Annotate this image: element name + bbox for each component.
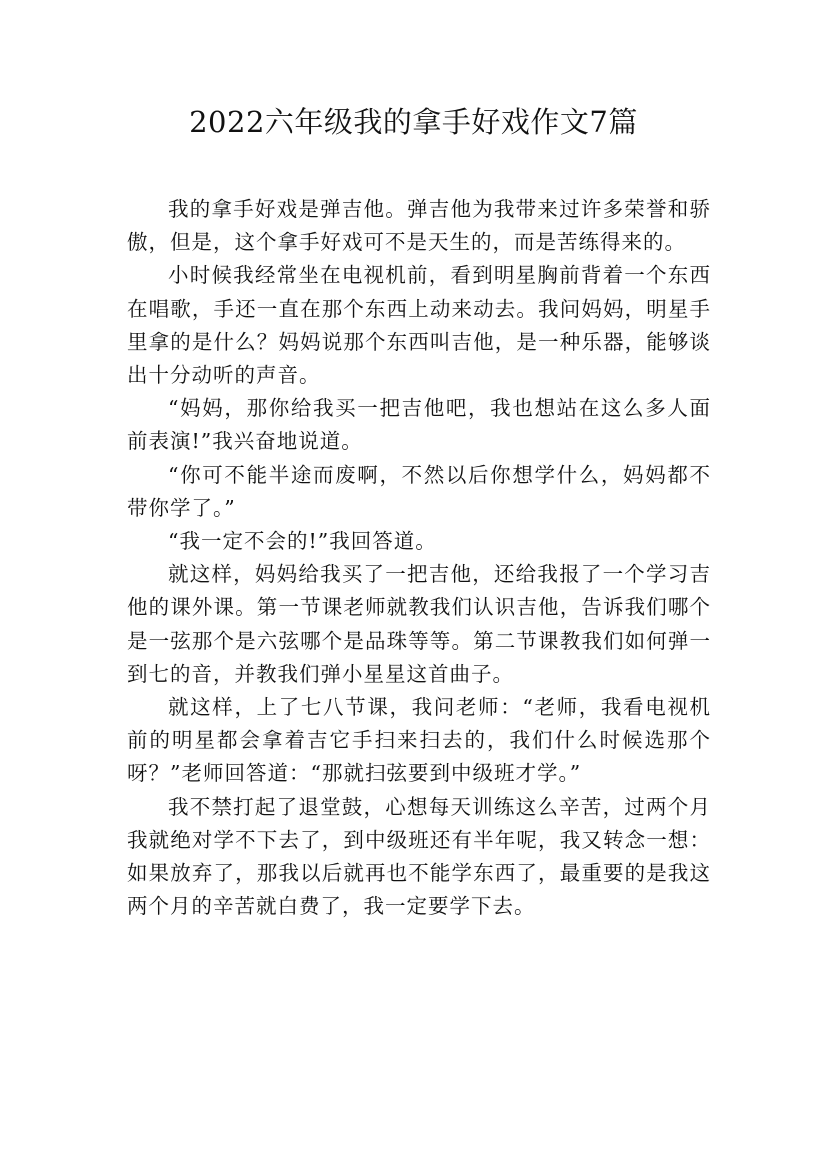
paragraph: 小时候我经常坐在电视机前，看到明星胸前背着一个东西在唱歌，手还一直在那个东西上动来动去。我问妈妈，明星手里拿的是什么？妈妈说那个东西叫吉他，是一种乐器，能够谈出十分动听的声音。 [127,263,711,388]
paragraph: “妈妈，那你给我买一把吉他吧，我也想站在这么多人面前表演!”我兴奋地说道。 [127,396,711,454]
document-title: 2022六年级我的拿手好戏作文7篇 [189,105,638,139]
paragraph: “你可不能半途而废啊，不然以后你想学什么，妈妈都不带你学了。” [127,462,711,520]
paragraph: 就这样，妈妈给我买了一把吉他，还给我报了一个学习吉他的课外课。第一节课老师就教我们认识吉他，告诉我们哪个是一弦那个是六弦哪个是品珠等等。第二节课教我们如何弹一到七的音，并教我们弹小星星这首曲子。 [127,562,711,686]
paragraph: “我一定不会的!”我回答道。 [168,529,437,554]
paragraph: 我不禁打起了退堂鼓，心想每天训练这么辛苦，过两个月我就绝对学不下去了，到中级班还有半年呢，我又转念一想：如果放弃了，那我以后就再也不能学东西了，最重要的是我这两个月的辛苦就白费了，我一定要学下去。 [127,794,711,919]
paragraph: 我的拿手好戏是弹吉他。弹吉他为我带来过许多荣誉和骄傲，但是，这个拿手好戏可不是天生的，而是苦练得来的。 [127,197,711,255]
paragraph: 就这样，上了七八节课，我问老师：“老师，我看电视机前的明星都会拿着吉它手扫来扫去的，我们什么时候选那个呀？”老师回答道：“那就扫弦要到中级班才学。” [127,695,711,786]
document-body [127,193,711,923]
